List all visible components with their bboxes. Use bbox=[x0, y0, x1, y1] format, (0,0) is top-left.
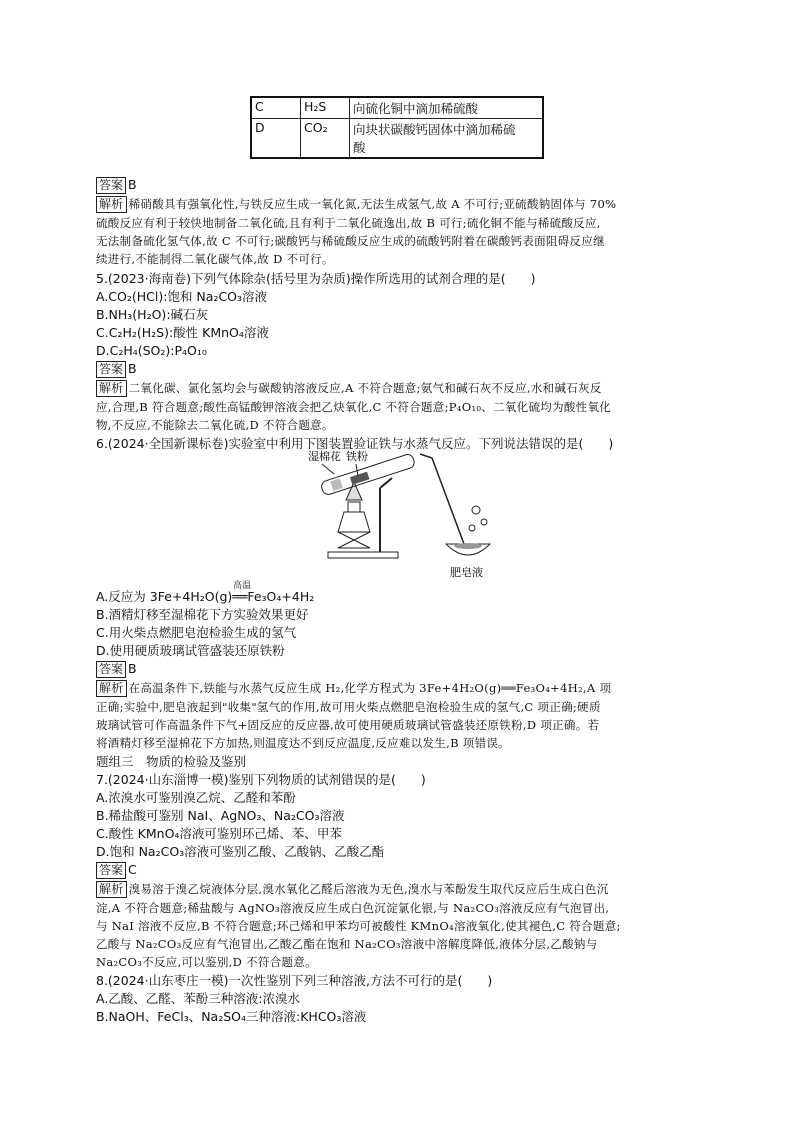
table-cell-label: C bbox=[251, 97, 301, 119]
table-cell-gas: H₂S bbox=[301, 97, 350, 119]
option-b: B.稀盐酸可鉴别 NaI、AgNO₃、Na₂CO₃溶液 bbox=[96, 808, 345, 823]
option-b: B.酒精灯移至湿棉花下方实验效果更好 bbox=[96, 607, 309, 622]
option-d: D.饱和 Na₂CO₃溶液可鉴别乙酸、乙酸钠、乙酸乙酯 bbox=[96, 844, 385, 859]
option-a: A.浓溴水可鉴别溴乙烷、乙醛和苯酚 bbox=[96, 790, 296, 805]
option-b: B.NaOH、FeCl₃、Na₂SO₄三种溶液:KHCO₃溶液 bbox=[96, 1009, 367, 1024]
lab-jack bbox=[338, 532, 370, 548]
analysis-tag: 解析 bbox=[96, 881, 127, 898]
delivery-tube bbox=[420, 454, 464, 544]
lamp-neck bbox=[348, 502, 360, 512]
answer-value: C bbox=[128, 862, 137, 877]
table-cell-method bbox=[350, 119, 544, 159]
apparatus-diagram bbox=[300, 448, 500, 580]
analysis-line: 玻璃试管可作高温条件下气+固反应的反应器,故可使用硬质玻璃试管盛装还原铁粉,D 项正确。若 bbox=[96, 718, 600, 732]
alcohol-lamp bbox=[338, 512, 370, 532]
label-soap-solution: 肥皂液 bbox=[450, 566, 483, 579]
table-cell-gas: CO₂ bbox=[301, 119, 350, 159]
analysis-line: 正确;实验中,肥皂液起到"收集"氢气的作用,故可用火柴点燃肥皂泡检验生成的氢气,C 项正确;硬质 bbox=[96, 700, 601, 714]
iron-powder bbox=[350, 472, 370, 485]
analysis-line: 物,不反应,不能除去二氧化硫,D 不符合题意。 bbox=[96, 418, 334, 432]
answer-value: B bbox=[128, 177, 137, 192]
table-method-line: 酸 bbox=[353, 140, 366, 155]
analysis-line: 将酒精灯移至湿棉花下方加热,则温度达不到反应温度,反应难以发生,B 项错误。 bbox=[96, 736, 510, 750]
analysis-line: Na₂CO₃不反应,可以鉴别,D 不符合题意。 bbox=[96, 955, 317, 969]
label-wet-cotton: 湿棉花 bbox=[308, 450, 341, 463]
soap-bubble bbox=[481, 519, 487, 525]
analysis-tag: 解析 bbox=[96, 380, 127, 397]
option-c: C.C₂H₂(H₂S):酸性 KMnO₄溶液 bbox=[96, 325, 269, 340]
analysis-tag: 解析 bbox=[96, 196, 127, 213]
reaction-condition: 高温 bbox=[233, 581, 252, 591]
analysis-line: 淀,A 不符合题意;稀盐酸与 AgNO₃溶液反应生成白色沉淀氯化银,与 Na₂CO₃溶液反应有气泡冒出, bbox=[96, 901, 610, 915]
analysis-text: 二氧化碳、氯化氢均会与碳酸钠溶液反应,A 不符合题意;氨气和碱石灰不反应,水和碱石灰反 bbox=[128, 381, 602, 395]
question-stem: 7.(2024·山东淄博一模)鉴别下列物质的试剂错误的是( ) bbox=[96, 772, 426, 787]
option-b: B.NH₃(H₂O):碱石灰 bbox=[96, 307, 209, 322]
analysis-line bbox=[96, 679, 611, 697]
answer-row bbox=[96, 861, 137, 879]
analysis-line bbox=[96, 880, 609, 898]
analysis-text: 溴易溶于溴乙烷液体分层,溴水氧化乙醛后溶液为无色,溴水与苯酚发生取代反应后生成白色沉 bbox=[128, 882, 609, 896]
answer-row bbox=[96, 176, 137, 194]
reagent-table bbox=[250, 96, 544, 159]
analysis-line bbox=[96, 195, 616, 213]
analysis-line: 续进行,不能制得二氧化碳气体,故 D 不可行。 bbox=[96, 252, 334, 266]
answer-value: B bbox=[128, 661, 137, 676]
soap-bubble bbox=[472, 506, 480, 514]
answer-tag: 答案 bbox=[96, 361, 126, 378]
question-stem: 8.(2024·山东枣庄一模)一次性鉴别下列三种溶液,方法不可行的是( ) bbox=[96, 973, 493, 988]
answer-tag: 答案 bbox=[96, 661, 126, 678]
table-row bbox=[251, 119, 543, 159]
analysis-line: 与 NaI 溶液不反应,B 不符合题意;环己烯和甲苯均可被酸性 KMnO₄溶液氧化,使其褪色,C 符合题意; bbox=[96, 919, 621, 933]
section-heading: 题组三 物质的检验及鉴别 bbox=[96, 754, 247, 769]
analysis-line: 无法制备硫化氢气体,故 C 不可行;碳酸钙与稀硫酸反应生成的硫酸钙附着在碳酸钙表面阻碍反应继 bbox=[96, 234, 605, 248]
table-cell-label: D bbox=[251, 119, 301, 159]
table-cell-method: 向硫化铜中滴加稀硫酸 bbox=[350, 97, 544, 119]
answer-row bbox=[96, 660, 137, 678]
label-pointer bbox=[322, 464, 334, 474]
option-a: A.CO₂(HCl):饱和 Na₂CO₃溶液 bbox=[96, 289, 268, 304]
soap-solution bbox=[454, 543, 482, 549]
analysis-text: 稀硝酸具有强氧化性,与铁反应生成一氧化氮,无法生成氢气,故 A 不可行;亚硫酸钠固体与 70% bbox=[128, 197, 617, 211]
answer-row bbox=[96, 360, 137, 378]
soap-bubble bbox=[469, 525, 475, 531]
table-method-line: 向块状碳酸钙固体中滴加稀硫 bbox=[353, 122, 516, 137]
answer-tag: 答案 bbox=[96, 862, 126, 879]
analysis-tag: 解析 bbox=[96, 680, 127, 697]
option-c: C.酸性 KMnO₄溶液可鉴别环己烯、苯、甲苯 bbox=[96, 826, 342, 841]
analysis-text: 在高温条件下,铁能与水蒸气反应生成 H₂,化学方程式为 3Fe+4H₂O(g)══Fe₃O₄+4H₂,A 项 bbox=[128, 681, 612, 695]
analysis-line: 乙酸与 Na₂CO₃反应有气泡冒出,乙酸乙酯在饱和 Na₂CO₃溶液中溶解度降低,液体分层,乙酸钠与 bbox=[96, 937, 598, 951]
option-d: D.使用硬质玻璃试管盛装还原铁粉 bbox=[96, 643, 285, 658]
stand-base bbox=[328, 552, 398, 558]
answer-value: B bbox=[128, 361, 137, 376]
label-iron-powder: 铁粉 bbox=[346, 450, 368, 463]
analysis-line: 应,合理,B 符合题意;酸性高锰酸钾溶液会把乙炔氧化,C 不符合题意;P₄O₁₀、二氧化硫均为酸性氧化 bbox=[96, 400, 612, 414]
analysis-line bbox=[96, 379, 602, 397]
option-a: A.反应为 3Fe+4H₂O(g)══Fe₃O₄+4H₂ bbox=[96, 589, 315, 604]
answer-tag: 答案 bbox=[96, 177, 126, 194]
option-a: A.乙酸、乙醛、苯酚三种溶液:浓溴水 bbox=[96, 991, 301, 1006]
question-stem: 6.(2024·全国新课标卷)实验室中利用下图装置验证铁与水蒸气反应。下列说法错误的是( ) bbox=[96, 436, 614, 451]
option-d: D.C₂H₄(SO₂):P₄O₁₀ bbox=[96, 343, 207, 358]
table-row bbox=[251, 97, 543, 119]
analysis-line: 硫酸反应有利于较快地制备二氧化硫,且有利于二氧化硫逸出,故 B 可行;硫化铜不能与稀硫酸反应, bbox=[96, 216, 601, 230]
option-c: C.用火柴点燃肥皂泡检验生成的氢气 bbox=[96, 625, 297, 640]
wet-cotton bbox=[330, 478, 343, 491]
clamp bbox=[380, 478, 392, 488]
question-stem: 5.(2023·海南卷)下列气体除杂(括号里为杂质)操作所选用的试剂合理的是( ) bbox=[96, 271, 536, 286]
